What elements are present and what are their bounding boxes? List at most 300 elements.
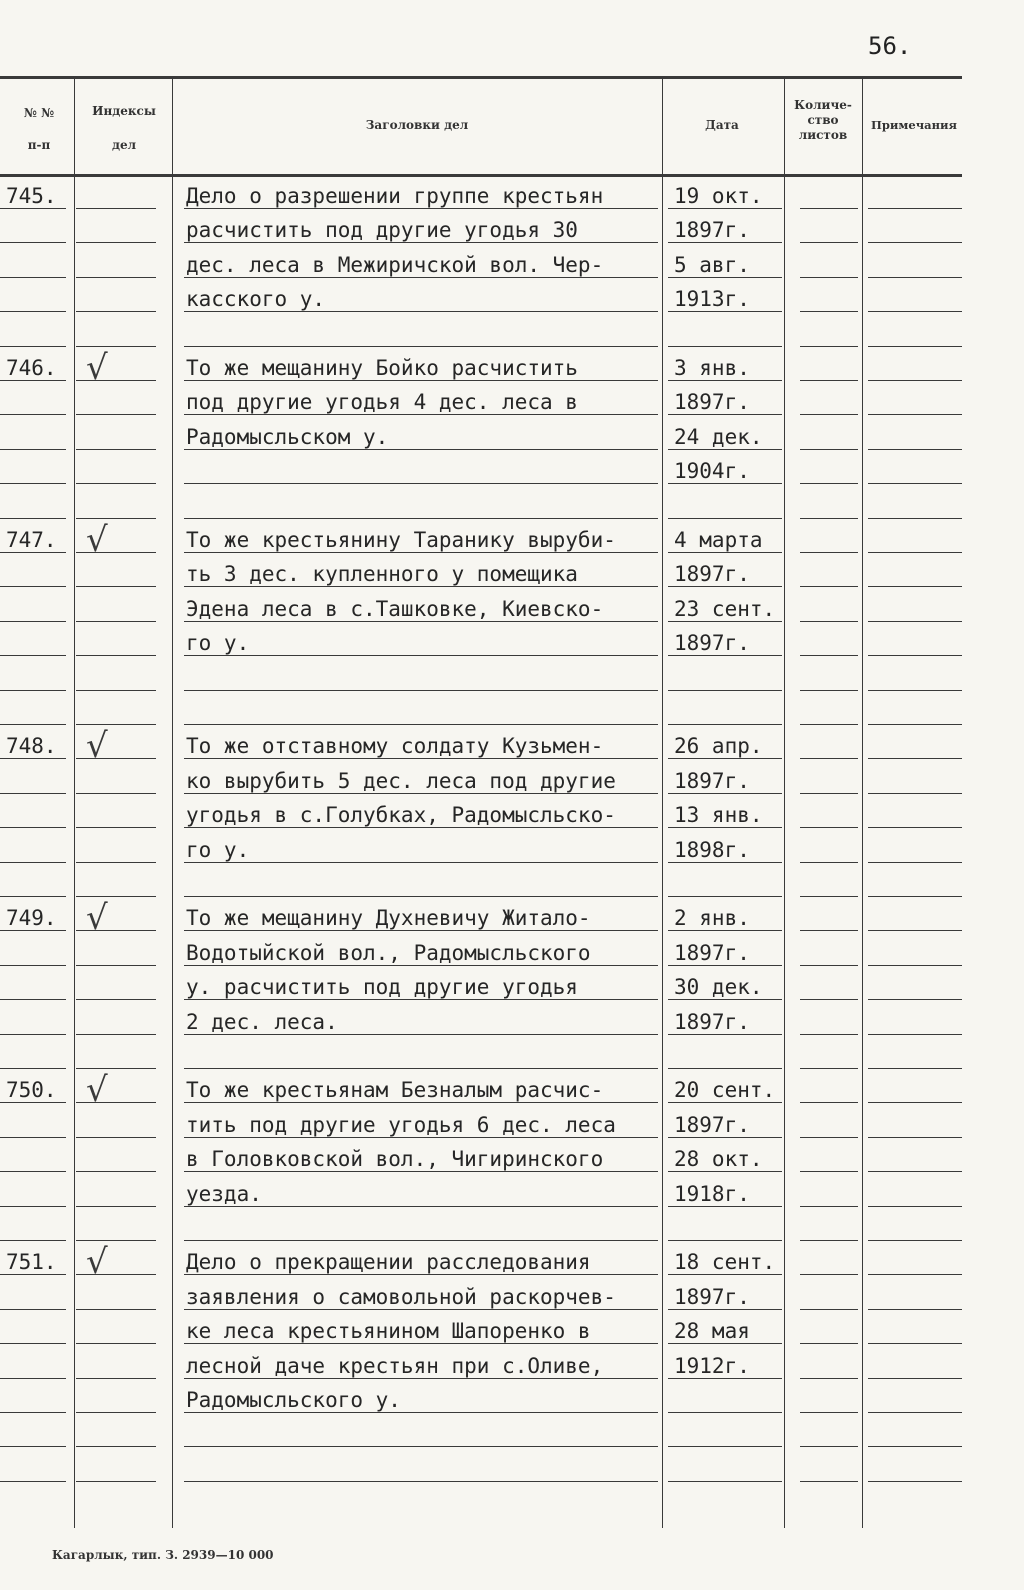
entry-date-line: 1897г. xyxy=(674,562,750,586)
entry-date-line: 2 янв. xyxy=(674,906,750,930)
ruled-line xyxy=(76,518,156,519)
entry-date-line: 1897г. xyxy=(674,218,750,242)
ruled-line xyxy=(0,1171,66,1172)
ruled-line xyxy=(868,1274,962,1275)
ruled-line xyxy=(800,724,858,725)
ruled-line xyxy=(76,1171,156,1172)
entry-title-line: го у. xyxy=(186,838,250,862)
header-num-label: № № xyxy=(23,106,55,120)
header-index-column xyxy=(76,104,172,152)
page-number: 56. xyxy=(868,32,912,60)
ruled-line xyxy=(76,586,156,587)
ruled-line xyxy=(0,346,66,347)
entry-date-line: 18 сент. xyxy=(674,1250,776,1274)
entry-title-line: Дело о прекращении расследования xyxy=(186,1250,591,1274)
ruled-line xyxy=(76,724,156,725)
ruled-line xyxy=(76,311,156,312)
entry-title-line: ть 3 дес. купленного у помещика xyxy=(186,562,578,586)
ruled-line xyxy=(800,449,858,450)
ruled-line xyxy=(184,690,658,691)
entry-title-line: ке леса крестьянином Шапоренко в xyxy=(186,1319,591,1343)
ruled-line xyxy=(668,1446,782,1447)
ruled-line xyxy=(184,1378,658,1379)
ruled-line xyxy=(668,827,782,828)
ruled-line xyxy=(0,414,66,415)
header-sheets-column xyxy=(784,98,862,143)
entry-title-line: Радомысльского у. xyxy=(186,1388,401,1412)
ruled-line xyxy=(184,1034,658,1035)
entry-number: 745. xyxy=(6,184,57,208)
ruled-line xyxy=(184,414,658,415)
ruled-line xyxy=(868,1068,962,1069)
ruled-line xyxy=(668,552,782,553)
ruled-line xyxy=(0,277,66,278)
entry-title-line: у. расчистить под другие угодья xyxy=(186,975,578,999)
ruled-line xyxy=(184,1481,658,1482)
entry-number: 748. xyxy=(6,734,57,758)
ruled-line xyxy=(184,655,658,656)
ruled-line xyxy=(868,552,962,553)
entry-title-line: Радомысльском у. xyxy=(186,425,389,449)
ruled-line xyxy=(184,449,658,450)
ruled-line xyxy=(800,758,858,759)
entry-number: 746. xyxy=(6,356,57,380)
ruled-line xyxy=(868,655,962,656)
ruled-line xyxy=(0,999,66,1000)
entry-date-line: 3 янв. xyxy=(674,356,750,380)
ruled-line xyxy=(868,208,962,209)
entry-title-line: дес. леса в Межиричской вол. Чер- xyxy=(186,253,604,277)
column-divider xyxy=(662,78,663,1528)
header-index-sublabel: дел xyxy=(111,138,137,152)
ruled-line xyxy=(184,621,658,622)
ruled-line xyxy=(76,1137,156,1138)
entry-date-line: 1897г. xyxy=(674,390,750,414)
ruled-line xyxy=(668,930,782,931)
ruled-line xyxy=(800,1034,858,1035)
ruled-line xyxy=(76,242,156,243)
ruled-line xyxy=(184,1274,658,1275)
check-mark-icon: √ xyxy=(86,898,108,938)
ruled-line xyxy=(868,311,962,312)
entry-number: 747. xyxy=(6,528,57,552)
ruled-line xyxy=(0,1274,66,1275)
ruled-line xyxy=(0,1481,66,1482)
entry-title-line: То же крестьянам Безналым расчис- xyxy=(186,1078,604,1102)
ruled-line xyxy=(76,277,156,278)
ruled-line xyxy=(184,346,658,347)
entry-date-line: 1904г. xyxy=(674,459,750,483)
ruled-line xyxy=(800,690,858,691)
ruled-line xyxy=(800,208,858,209)
ruled-line xyxy=(184,208,658,209)
ruled-line xyxy=(868,483,962,484)
ruled-line xyxy=(868,586,962,587)
entry-title-line: уезда. xyxy=(186,1182,262,1206)
ruled-line xyxy=(668,586,782,587)
column-divider xyxy=(862,78,863,1528)
ruled-line xyxy=(800,380,858,381)
ruled-line xyxy=(0,208,66,209)
header-date-column: Дата xyxy=(705,118,739,132)
ruled-line xyxy=(668,896,782,897)
ruled-line xyxy=(868,1446,962,1447)
entry-title-line: угодья в с.Голубках, Радомысльско- xyxy=(186,803,616,827)
ruled-line xyxy=(868,690,962,691)
entry-title-line: под другие угодья 4 дес. леса в xyxy=(186,390,578,414)
ruled-line xyxy=(868,930,962,931)
ruled-line xyxy=(184,724,658,725)
entry-date-line: 30 дек. xyxy=(674,975,763,999)
ruled-line xyxy=(0,1240,66,1241)
ruled-line xyxy=(184,862,658,863)
ruled-line xyxy=(76,1240,156,1241)
ruled-line xyxy=(668,1206,782,1207)
ruled-line xyxy=(668,965,782,966)
ruled-line xyxy=(868,380,962,381)
ruled-line xyxy=(0,655,66,656)
ruled-line xyxy=(76,346,156,347)
ruled-line xyxy=(668,1274,782,1275)
ruled-line xyxy=(868,1240,962,1241)
ruled-line xyxy=(668,518,782,519)
header-index-label: Индексы xyxy=(92,104,156,118)
entry-title-line: тить под другие угодья 6 дес. леса xyxy=(186,1113,616,1137)
ruled-line xyxy=(800,1240,858,1241)
entry-title-line: Дело о разрешении группе крестьян xyxy=(186,184,604,208)
ruled-line xyxy=(184,827,658,828)
ruled-line xyxy=(800,346,858,347)
ruled-line xyxy=(668,449,782,450)
ruled-line xyxy=(184,1446,658,1447)
ruled-line xyxy=(800,311,858,312)
ruled-line xyxy=(0,827,66,828)
entry-date-line: 20 сент. xyxy=(674,1078,776,1102)
entry-title-line: То же отставному солдату Кузьмен- xyxy=(186,734,604,758)
entry-date-line: 1897г. xyxy=(674,1113,750,1137)
check-mark-icon: √ xyxy=(86,1070,108,1110)
ruled-line xyxy=(868,896,962,897)
ruled-line xyxy=(0,311,66,312)
entry-title-line: То же мещанину Бойко расчистить xyxy=(186,356,578,380)
check-mark-icon: √ xyxy=(86,520,108,560)
ruled-line xyxy=(0,930,66,931)
ruled-line xyxy=(800,965,858,966)
ruled-line xyxy=(76,449,156,450)
ruled-line xyxy=(76,1068,156,1069)
entry-number: 751. xyxy=(6,1250,57,1274)
ruled-line xyxy=(868,1206,962,1207)
ruled-line xyxy=(800,1171,858,1172)
ruled-line xyxy=(800,1481,858,1482)
ruled-line xyxy=(868,1343,962,1344)
entry-date-line: 13 янв. xyxy=(674,803,763,827)
ruled-line xyxy=(0,1137,66,1138)
header-title-column: Заголовки дел xyxy=(365,118,469,132)
ruled-line xyxy=(800,1274,858,1275)
ruled-line xyxy=(668,793,782,794)
header-num-sublabel: п-п xyxy=(27,138,51,152)
ruled-line xyxy=(184,1137,658,1138)
ruled-line xyxy=(76,1206,156,1207)
header-sheets-line-1: Количе- xyxy=(794,98,852,112)
ruled-line xyxy=(184,242,658,243)
ruled-line xyxy=(76,621,156,622)
ruled-line xyxy=(800,896,858,897)
entry-title-line: То же мещанину Духневичу Житало- xyxy=(186,906,591,930)
ruled-line xyxy=(668,1240,782,1241)
ruled-line xyxy=(868,827,962,828)
ruled-line xyxy=(800,1309,858,1310)
ruled-line xyxy=(668,277,782,278)
ruled-line xyxy=(868,1034,962,1035)
ruled-line xyxy=(76,483,156,484)
ruled-line xyxy=(76,1481,156,1482)
ruled-line xyxy=(76,1446,156,1447)
entry-number: 749. xyxy=(6,906,57,930)
entry-date-line: 1898г. xyxy=(674,838,750,862)
ruled-line xyxy=(868,1412,962,1413)
ruled-line xyxy=(800,1378,858,1379)
ruled-line xyxy=(800,862,858,863)
ruled-line xyxy=(0,518,66,519)
entry-date-line: 1913г. xyxy=(674,287,750,311)
entry-date-line: 1897г. xyxy=(674,769,750,793)
ruled-line xyxy=(0,483,66,484)
ruled-line xyxy=(668,311,782,312)
ruled-line xyxy=(184,1412,658,1413)
ruled-line xyxy=(0,1446,66,1447)
entry-number: 750. xyxy=(6,1078,57,1102)
ruled-line xyxy=(868,1171,962,1172)
entry-title-line: расчистить под другие угодья 30 xyxy=(186,218,578,242)
ruled-line xyxy=(184,311,658,312)
entry-title-line: ко вырубить 5 дес. леса под другие xyxy=(186,769,616,793)
ruled-line xyxy=(0,552,66,553)
ruled-line xyxy=(668,1171,782,1172)
ruled-line xyxy=(668,1412,782,1413)
ruled-line xyxy=(868,346,962,347)
ruled-line xyxy=(800,1412,858,1413)
ruled-line xyxy=(800,655,858,656)
ruled-line xyxy=(668,1481,782,1482)
column-divider xyxy=(74,78,75,1528)
ruled-line xyxy=(868,277,962,278)
ruled-line xyxy=(800,242,858,243)
ruled-line xyxy=(184,380,658,381)
ruled-line xyxy=(800,1446,858,1447)
ruled-line xyxy=(76,414,156,415)
ruled-line xyxy=(668,690,782,691)
ruled-line xyxy=(668,380,782,381)
entry-date-line: 1897г. xyxy=(674,941,750,965)
ruled-line xyxy=(76,1412,156,1413)
ruled-line xyxy=(0,1034,66,1035)
ruled-line xyxy=(800,1102,858,1103)
ruled-line xyxy=(184,896,658,897)
ruled-line xyxy=(668,483,782,484)
ruled-line xyxy=(868,1309,962,1310)
ruled-line xyxy=(800,793,858,794)
ruled-line xyxy=(0,793,66,794)
ruled-line xyxy=(0,380,66,381)
ruled-line xyxy=(76,690,156,691)
ruled-line xyxy=(184,1343,658,1344)
ruled-line xyxy=(184,1068,658,1069)
ruled-line xyxy=(76,965,156,966)
ruled-line xyxy=(800,586,858,587)
ruled-line xyxy=(800,621,858,622)
entry-date-line: 28 окт. xyxy=(674,1147,763,1171)
ruled-line xyxy=(668,621,782,622)
ruled-line xyxy=(184,518,658,519)
ruled-line xyxy=(184,965,658,966)
entry-title-line: Водотыйской вол., Радомысльского xyxy=(186,941,591,965)
ruled-line xyxy=(0,1068,66,1069)
ruled-line xyxy=(868,449,962,450)
ruled-line xyxy=(668,1378,782,1379)
ruled-line xyxy=(184,1309,658,1310)
ruled-line xyxy=(76,793,156,794)
ruled-line xyxy=(868,518,962,519)
ruled-line xyxy=(868,1102,962,1103)
ruled-line xyxy=(868,724,962,725)
ruled-line xyxy=(868,793,962,794)
ruled-line xyxy=(76,827,156,828)
ruled-line xyxy=(0,586,66,587)
header-top-rule xyxy=(0,76,962,79)
check-mark-icon: √ xyxy=(86,348,108,388)
ruled-line xyxy=(668,346,782,347)
entry-title-line: лесной даче крестьян при с.Оливе, xyxy=(186,1354,604,1378)
ruled-line xyxy=(800,552,858,553)
ruled-line xyxy=(0,621,66,622)
ruled-line xyxy=(184,1102,658,1103)
ruled-line xyxy=(0,1206,66,1207)
ruled-line xyxy=(184,758,658,759)
ruled-line xyxy=(800,1206,858,1207)
ruled-line xyxy=(76,1034,156,1035)
entry-title-line: Эдена леса в с.Ташковке, Киевско- xyxy=(186,597,604,621)
header-sheets-line-2: ство xyxy=(807,113,839,127)
entry-date-line: 24 дек. xyxy=(674,425,763,449)
check-mark-icon: √ xyxy=(86,1242,108,1282)
ruled-line xyxy=(668,724,782,725)
ruled-line xyxy=(0,1343,66,1344)
ruled-line xyxy=(184,1171,658,1172)
ruled-line xyxy=(668,414,782,415)
ruled-line xyxy=(868,1481,962,1482)
header-num-column xyxy=(4,106,74,152)
ruled-line xyxy=(800,1068,858,1069)
entry-title-line: в Головковской вол., Чигиринского xyxy=(186,1147,604,1171)
entry-title-line: касского у. xyxy=(186,287,326,311)
ruled-line xyxy=(184,793,658,794)
ruled-line xyxy=(0,1102,66,1103)
ruled-line xyxy=(0,690,66,691)
entry-date-line: 1897г. xyxy=(674,631,750,655)
ruled-line xyxy=(668,1068,782,1069)
ruled-line xyxy=(184,277,658,278)
entry-date-line: 19 окт. xyxy=(674,184,763,208)
ruled-line xyxy=(76,655,156,656)
entry-date-line: 1918г. xyxy=(674,1182,750,1206)
printer-imprint: Кагарлык, тип. З. 2939—10 000 xyxy=(52,1548,274,1562)
ruled-line xyxy=(0,758,66,759)
ruled-line xyxy=(76,862,156,863)
header-notes-column: Примечания xyxy=(870,118,958,132)
ruled-line xyxy=(76,208,156,209)
ruled-line xyxy=(800,1137,858,1138)
ruled-line xyxy=(800,277,858,278)
ruled-line xyxy=(76,1309,156,1310)
entry-date-line: 1897г. xyxy=(674,1285,750,1309)
ruled-line xyxy=(668,1102,782,1103)
ruled-line xyxy=(800,827,858,828)
entry-date-line: 4 марта xyxy=(674,528,763,552)
ruled-line xyxy=(0,1412,66,1413)
entry-title-line: 2 дес. леса. xyxy=(186,1010,338,1034)
ruled-line xyxy=(76,1343,156,1344)
ruled-line xyxy=(800,999,858,1000)
ruled-line xyxy=(0,965,66,966)
column-divider xyxy=(172,78,173,1528)
ruled-line xyxy=(184,1206,658,1207)
ruled-line xyxy=(184,930,658,931)
ruled-line xyxy=(868,621,962,622)
entry-date-line: 23 сент. xyxy=(674,597,776,621)
entry-title-line: го у. xyxy=(186,631,250,655)
ruled-line xyxy=(868,999,962,1000)
ruled-line xyxy=(668,242,782,243)
ruled-line xyxy=(668,208,782,209)
header-sheets-line-3: листов xyxy=(798,128,848,142)
ruled-line xyxy=(184,586,658,587)
ruled-line xyxy=(76,1378,156,1379)
ruled-line xyxy=(868,242,962,243)
ruled-line xyxy=(0,724,66,725)
ruled-line xyxy=(184,999,658,1000)
entry-date-line: 26 апр. xyxy=(674,734,763,758)
header-bottom-rule xyxy=(0,174,962,177)
ruled-line xyxy=(0,896,66,897)
ruled-line xyxy=(76,999,156,1000)
ruled-line xyxy=(868,965,962,966)
ruled-line xyxy=(800,930,858,931)
ruled-line xyxy=(668,1309,782,1310)
column-divider xyxy=(784,78,785,1528)
ruled-line xyxy=(0,1309,66,1310)
ruled-line xyxy=(800,483,858,484)
ruled-line xyxy=(868,758,962,759)
entry-date-line: 5 авг. xyxy=(674,253,750,277)
ruled-line xyxy=(668,1034,782,1035)
ruled-line xyxy=(868,862,962,863)
entry-title-line: То же крестьянину Таранику выруби- xyxy=(186,528,616,552)
ruled-line xyxy=(868,1137,962,1138)
ruled-line xyxy=(668,1137,782,1138)
entry-title-line: заявления о самовольной раскорчев- xyxy=(186,1285,616,1309)
ruled-line xyxy=(184,552,658,553)
ruled-line xyxy=(800,518,858,519)
ruled-line xyxy=(0,862,66,863)
ruled-line xyxy=(668,655,782,656)
entry-date-line: 28 мая xyxy=(674,1319,750,1343)
entry-date-line: 1897г. xyxy=(674,1010,750,1034)
ruled-line xyxy=(668,999,782,1000)
ruled-line xyxy=(0,1378,66,1379)
ruled-line xyxy=(668,758,782,759)
